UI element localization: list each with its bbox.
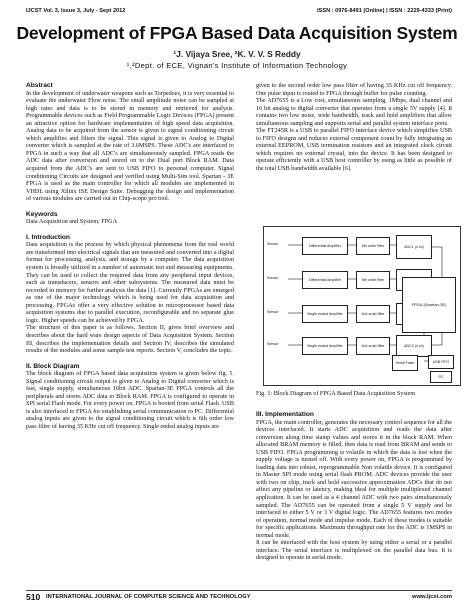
running-header-right: ISSN : 0976-8491 (Online) | ISSN : 2229-4333 (Print) — [317, 8, 452, 14]
abstract-text: In the development of underwater weapons such as Torpedoes, it is very essential to evaluate the underwater Flow noise. The small amplitude noise can be sampled at high rates and data is to be stored in memory and retrieved for analysis. Programmable devices such as Field Programmable Logic Devices (FPGA) present an attractive option for hardware implementation of high speed data acquisition. Analog data to be acquired from the sensor is given to signal conditioning circuit which amplifies and filters the signal. This signal is given to Analog to Digital converter which is sampled at the rate of 3.6MSPS. These ADC's are interfaced to FPGA in such a way that all ADC's are simultaneously sampled. FPGA reads the ADC data after conversion and stored on to the Dual port Block RAM. Data acquired from the ADC's are sent to USB FIFO to personal computer. Signal conditioning Circuits are designed and verified using Multi-Sim tool. Spartan - 3E FPGA is used as the main controller for which all modules are implemented in VHDL using Xilinx ISE Design Suite. Debugging the design and implementation of various modules are carried out in Chip-scope pro tool. — [26, 89, 234, 203]
sensor-label-2: Sensor — [267, 276, 279, 280]
keywords-text: Data Acquisition and System; FPGA — [26, 218, 118, 226]
intro-text-2: The structure of this paper is as follows. Section II, gives brief overview and describes about the hard ware design aspects of Data Acquisition System. Section III, describes the implementation details and Section IV, describes the simulated results of the modules and some sample test reports. Section V, concludes the topic. — [26, 324, 234, 355]
usb-fifo-box: USB FIFO — [428, 355, 454, 369]
journal-name: INTERNATIONAL JOURNAL OF COMPUTER SCIENCE AND TECHNOLOGY — [46, 594, 251, 600]
left-column — [26, 82, 234, 431]
right-text-2: The AD7655 is a Low cost, simultaneous sampling, 1Mbps, dual channel and 16 bit analog to digital converter that operates from a single 5V supply [4]. It contains two low noise, wide bandwidth, track and hold amplifiers that allow simultaneous sampling and supports serial and parallel system interface ports. — [256, 97, 452, 127]
right-text-1: given to the second order low pass filter of having 35 KHz cut off frequency. One pulse input is routed to FPGA through buffer for pulse counting. — [256, 82, 452, 97]
abstract-heading: Abstract — [26, 82, 53, 89]
figure-caption: Fig. 1: Block Diagram of FPGA Based Data Acquisition System — [256, 390, 416, 397]
paper-title: Development of FPGA Based Data Acquisition System — [16, 23, 458, 43]
intro-heading: I. Introduction — [26, 233, 70, 241]
serial-flash-box: Serial Flash — [392, 355, 418, 371]
sixth-order-filter-box-2: 6th order filter — [356, 271, 390, 289]
pc-box: PC — [430, 371, 452, 383]
right-column — [256, 82, 452, 173]
right-text-3: The FT245R is a USB to parallel FIFO interface device which simplifies USB to FIFO designs and reduces external component count by fully integrating an external EEPROM, USB termination resistors and an integrated clock circuit which requires no external crystal, into the device. It has been designed to operate efficiently with a USB host controller by using as little as possible of the total USB bandwidth available [6]. — [256, 127, 452, 173]
block-diagram-heading: II. Block Diagram — [26, 362, 80, 370]
sensor-label-1: Sensor — [267, 242, 279, 246]
differential-amplifier-box-1: Differential Amplifier — [302, 237, 348, 255]
sensor-label-4: Sensor — [267, 342, 279, 346]
implementation-section — [256, 411, 452, 562]
block-diagram-text: The block diagram of FPGA based data acquisition system is given below fig. 1. Signal conditioning circuit output is given to Analog to Digital converter which is fast, single supply, simultaneous 16bit ADC. Spartan-3E FPGA controls all the peripherals and stores ADC data to Block RAM. FPGA is configured to operate in SPI serial Flash mode. For every power on, FPGA is booted from serial Flash. USB is also interfaced to FPGA for establishing serial communication to PC. Differential analog inputs are given to the signal conditioning circuit which is 6th order low pass filter of having 35 KHz cut off frequency. Single ended analog inputs are — [26, 370, 234, 430]
footer-rule — [26, 590, 452, 591]
second-order-filter-box-2: 2nd order filter — [356, 337, 390, 355]
implementation-text-2: It can be interfaced with the host system by using either a serial or a parallel interface. The serial interface is multiplexed on the parallel data bus. It is designed to operate in serial mode. — [256, 539, 452, 562]
fpga-box: FPGA (Spartan-3E) — [402, 277, 456, 333]
adc4-box: ADC4 (4 ch) — [396, 335, 432, 357]
keywords-heading: Keywords — [26, 210, 58, 218]
single-ended-amplifier-box-1: Single ended Amplifier — [302, 305, 348, 323]
sixth-order-filter-box-1: 6th order filter — [356, 237, 390, 255]
second-order-filter-box-1: 2nd order filter — [356, 305, 390, 323]
sensor-label-3: Sensor — [267, 310, 279, 314]
page-number: 510 — [26, 592, 41, 602]
implementation-text: FPGA, the main controller, generates the necessary control sequence for all the devices interfaced. It starts ADC acquisition and reads the data after conversion along time stamp values and stores it in the block RAM. When allocated BRAM memory is filled, then data is read from BRAM and sends to USB FIFO. FPGA programming is volatile in which the data is lost when the supply voltage is turned off. With every power on, FPGA is programmed by loading data into robust, reprogrammable Non volatile device. It is configured in Master SPI mode using serial flash PROM. ADC devices provide the user with two on chip, track and hold successive approximation ADCs that do not affect any pipeline or latency, making ideal for multiple multiplexed channel application. It can be used as a 4 channel ADC with two pairs simultaneously sampled. The AD7655 can be operated from a single 5 V supply and be interfaced to either 5 V or 3 V digital logic. The AD7655 features two modes of operation, normal mode and impulse mode. Each of these modes is suitable for specific applications. Maximum throughput rate for the ADC is 1MSPS in normal mode. — [256, 418, 452, 539]
paper-affiliation: ¹,²Dept. of ECE, Vignan's Institute of Information Technology — [126, 61, 348, 70]
intro-text: Data acquisition is the process by which physical phenomena from the real world are transformed into electrical signals that are measured and converted into a digital format for processing, analysis, and storage by a computer. The data acquisition system is broadly utilized in a number of automatic test and measuring equipments. They can be used to collect the required data from any peripheral input devices, such as transducers, sensors and other subsystems. The measured data must be recorded in memory for further analysis the data [1]. Currently FPGAs are emerged as one of the major technology which is being used for data acquisition and processing. FPGAs offer a very effective solution to microprocessor based data acquisition systems due to parallel execution, reconfigurable and no separate glue logic. Higher speeds can be achieved by FPGA. — [26, 241, 234, 324]
running-header-left: IJCST Vol. 3, Issue 3, July - Sept 2012 — [26, 8, 126, 14]
single-ended-amplifier-box-2: Single ended Amplifier — [302, 337, 348, 355]
adc1-box: ADC1 (4 ch) — [396, 235, 432, 259]
paper-authors: ¹J. Vijaya Sree, ²K. V. V. S Reddy — [173, 49, 301, 59]
block-diagram-figure — [263, 226, 461, 386]
journal-url[interactable]: www.ijcst.com — [411, 594, 452, 600]
differential-amplifier-box-2: Differential Amplifier — [302, 271, 348, 289]
implementation-heading: III. Implementation — [256, 411, 314, 418]
